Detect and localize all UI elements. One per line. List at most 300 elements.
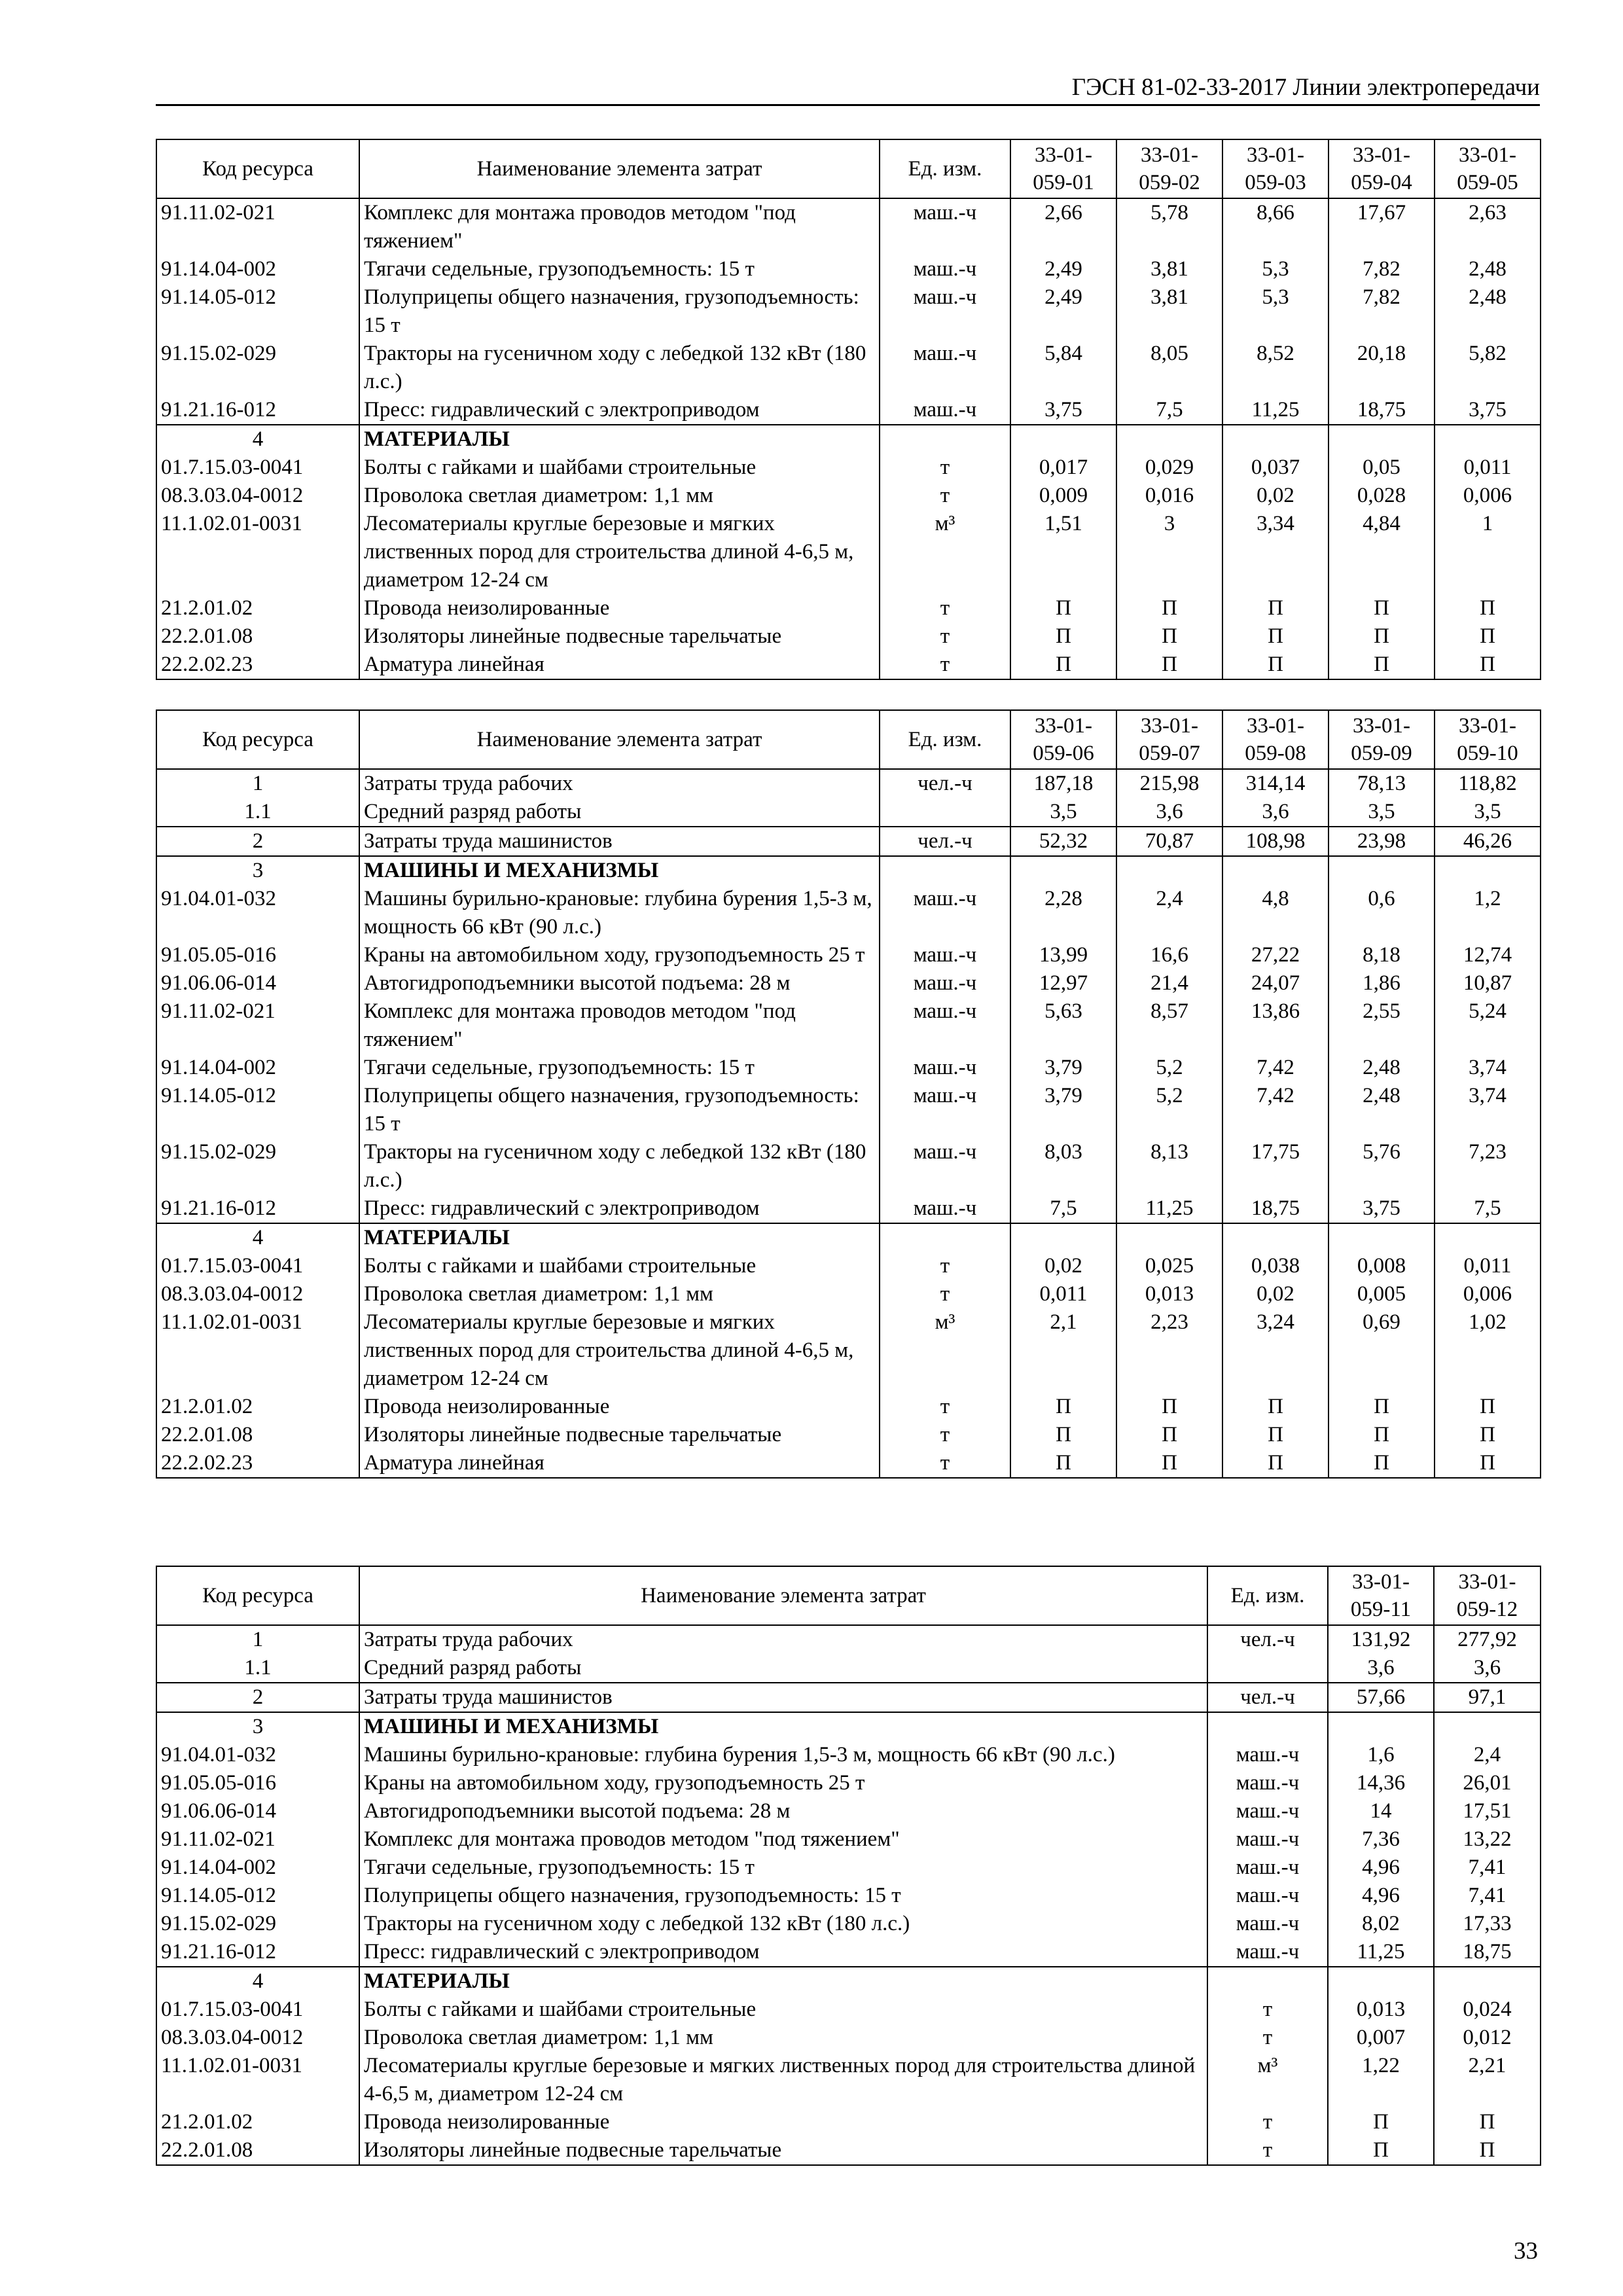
resource-value [1222, 856, 1329, 885]
resource-code: 08.3.03.04-0012 [156, 2024, 359, 2052]
col-header-norm: 33-01- 059-04 [1329, 139, 1435, 198]
resource-value: 8,66 [1222, 198, 1329, 255]
resource-code: 4 [156, 425, 359, 454]
resource-value [1222, 425, 1329, 454]
resource-code: 91.06.06-014 [156, 969, 359, 997]
resource-value: 52,32 [1010, 827, 1116, 856]
resource-unit: м³ [1207, 2052, 1328, 2108]
resource-name: Проволока светлая диаметром: 1,1 мм [359, 2024, 1207, 2052]
resource-value: 0,02 [1222, 1280, 1329, 1308]
table-row [156, 798, 1541, 827]
resource-value: 3,79 [1010, 1054, 1116, 1082]
resource-value: 0,007 [1328, 2024, 1434, 2052]
resource-value: П [1222, 1393, 1329, 1421]
resource-unit: маш.-ч [880, 1138, 1010, 1194]
resource-value [1435, 1223, 1541, 1252]
resource-name: Болты с гайками и шайбами строительные [359, 1996, 1207, 2024]
resource-code: 1.1 [156, 798, 359, 827]
resource-name: МАТЕРИАЛЫ [359, 1967, 1207, 1996]
resource-value: 3,79 [1010, 1082, 1116, 1138]
resource-value: 11,25 [1328, 1938, 1434, 1967]
table-row [156, 1138, 1541, 1194]
resource-value: П [1435, 1449, 1541, 1478]
resource-name: Тракторы на гусеничном ходу с лебедкой 132 кВт (180 л.с.) [359, 340, 880, 396]
resource-value: 24,07 [1222, 969, 1329, 997]
resource-value: 14,36 [1328, 1769, 1434, 1797]
table-row [156, 997, 1541, 1054]
resource-value: 0,05 [1329, 454, 1435, 482]
resource-unit: маш.-ч [880, 396, 1010, 425]
resource-value: 2,66 [1010, 198, 1116, 255]
resource-unit [1207, 1712, 1328, 1741]
resource-unit: чел.-ч [1207, 1625, 1328, 1654]
resource-code: 01.7.15.03-0041 [156, 1996, 359, 2024]
resource-code: 11.1.02.01-0031 [156, 510, 359, 594]
resource-value: 0,025 [1116, 1252, 1222, 1280]
resource-value: П [1329, 1393, 1435, 1421]
resource-value: 7,82 [1329, 255, 1435, 283]
resource-value: П [1329, 622, 1435, 651]
resource-unit: маш.-ч [880, 1082, 1010, 1138]
resource-name: Затраты труда рабочих [359, 769, 880, 798]
resource-value: 0,005 [1329, 1280, 1435, 1308]
resource-value: П [1328, 2108, 1434, 2136]
resource-value: 46,26 [1435, 827, 1541, 856]
resource-value: 0,012 [1434, 2024, 1541, 2052]
resource-name: Затраты труда машинистов [359, 1683, 1207, 1712]
resource-code: 01.7.15.03-0041 [156, 1252, 359, 1280]
resource-value: 14 [1328, 1797, 1434, 1825]
resource-value: 8,57 [1116, 997, 1222, 1054]
resource-value: 5,2 [1116, 1082, 1222, 1138]
resource-code: 3 [156, 856, 359, 885]
resource-code: 91.14.05-012 [156, 1082, 359, 1138]
resource-code: 11.1.02.01-0031 [156, 1308, 359, 1393]
table-row [156, 1854, 1541, 1882]
resource-name: Пресс: гидравлический с электроприводом [359, 1194, 880, 1223]
resource-code: 91.05.05-016 [156, 1769, 359, 1797]
col-header-norm: 33-01- 059-03 [1222, 139, 1329, 198]
resource-code: 21.2.01.02 [156, 1393, 359, 1421]
resource-value: 2,48 [1435, 283, 1541, 340]
resource-unit: т [880, 651, 1010, 679]
resource-value: 3,81 [1116, 283, 1222, 340]
resource-name: Тракторы на гусеничном ходу с лебедкой 132 кВт (180 л.с.) [359, 1138, 880, 1194]
col-header-name: Наименование элемента затрат [359, 710, 880, 769]
table-row [156, 2136, 1541, 2165]
resource-unit [880, 798, 1010, 827]
resource-value: П [1435, 622, 1541, 651]
resource-name: Машины бурильно-крановые: глубина бурения 1,5-3 м, мощность 66 кВт (90 л.с.) [359, 885, 880, 941]
resource-unit: т [880, 454, 1010, 482]
resource-value: 0,006 [1435, 482, 1541, 510]
resource-value: 7,5 [1010, 1194, 1116, 1223]
resource-unit: маш.-ч [1207, 1825, 1328, 1854]
resource-value [1329, 1223, 1435, 1252]
table-row [156, 1996, 1541, 2024]
resource-value: 3,74 [1435, 1054, 1541, 1082]
resource-value: 5,24 [1435, 997, 1541, 1054]
resource-unit: маш.-ч [880, 340, 1010, 396]
resource-value: 7,82 [1329, 283, 1435, 340]
resource-unit: т [1207, 2108, 1328, 2136]
resource-unit: маш.-ч [1207, 1938, 1328, 1967]
resource-value [1329, 856, 1435, 885]
resource-unit [1207, 1654, 1328, 1683]
resource-value: 0,6 [1329, 885, 1435, 941]
resource-value: 3,5 [1329, 798, 1435, 827]
resource-value: 5,3 [1222, 283, 1329, 340]
resource-name: МАТЕРИАЛЫ [359, 1223, 880, 1252]
resource-value: 1 [1435, 510, 1541, 594]
col-header-norm: 33-01- 059-06 [1010, 710, 1116, 769]
resource-name: Пресс: гидравлический с электроприводом [359, 396, 880, 425]
resource-name: Болты с гайками и шайбами строительные [359, 1252, 880, 1280]
resource-unit: чел.-ч [880, 827, 1010, 856]
resource-value: 8,52 [1222, 340, 1329, 396]
resource-name: Средний разряд работы [359, 798, 880, 827]
resource-value: П [1116, 594, 1222, 622]
resource-unit: т [880, 1252, 1010, 1280]
resource-unit: т [880, 482, 1010, 510]
resource-unit: маш.-ч [1207, 1854, 1328, 1882]
resource-value: П [1116, 651, 1222, 679]
resource-value: П [1222, 594, 1329, 622]
resource-value: 3,75 [1435, 396, 1541, 425]
resource-value: 0,013 [1328, 1996, 1434, 2024]
resource-unit: м³ [880, 1308, 1010, 1393]
resource-value: 0,009 [1010, 482, 1116, 510]
resource-unit: маш.-ч [1207, 1741, 1328, 1769]
resource-value: 2,4 [1434, 1741, 1541, 1769]
resource-value: 8,03 [1010, 1138, 1116, 1194]
table-row [156, 1194, 1541, 1223]
resource-value: 0,038 [1222, 1252, 1329, 1280]
resource-name: Тракторы на гусеничном ходу с лебедкой 132 кВт (180 л.с.) [359, 1910, 1207, 1938]
resource-value: 3,74 [1435, 1082, 1541, 1138]
resource-code: 91.11.02-021 [156, 997, 359, 1054]
resource-value: П [1010, 1449, 1116, 1478]
table-row [156, 1769, 1541, 1797]
resource-unit: маш.-ч [880, 997, 1010, 1054]
resource-value: П [1329, 594, 1435, 622]
col-header-norm: 33-01- 059-05 [1435, 139, 1541, 198]
resource-value: 3,5 [1435, 798, 1541, 827]
resource-value: П [1434, 2136, 1541, 2165]
resource-code: 91.21.16-012 [156, 1938, 359, 1967]
resource-value: 1,86 [1329, 969, 1435, 997]
table-row [156, 1797, 1541, 1825]
resource-code: 91.14.04-002 [156, 1854, 359, 1882]
resource-name: Автогидроподъемники высотой подъема: 28 м [359, 969, 880, 997]
resource-value: 8,02 [1328, 1910, 1434, 1938]
page-header [156, 73, 1540, 106]
resource-value: 2,21 [1434, 2052, 1541, 2108]
resource-value: 5,76 [1329, 1138, 1435, 1194]
resource-value: 7,42 [1222, 1082, 1329, 1138]
resource-value: 3,6 [1222, 798, 1329, 827]
resource-unit [1207, 1967, 1328, 1996]
col-header-norm: 33-01- 059-01 [1010, 139, 1116, 198]
table-row [156, 941, 1541, 969]
table-row [156, 454, 1541, 482]
resource-unit: маш.-ч [880, 941, 1010, 969]
resource-code: 1 [156, 769, 359, 798]
resource-value: 13,22 [1434, 1825, 1541, 1854]
resource-unit: маш.-ч [1207, 1797, 1328, 1825]
table-row [156, 1449, 1541, 1478]
resource-name: МАШИНЫ И МЕХАНИЗМЫ [359, 856, 880, 885]
col-header-code: Код ресурса [156, 139, 359, 198]
resource-code: 22.2.02.23 [156, 651, 359, 679]
resource-value: 7,41 [1434, 1854, 1541, 1882]
table-row [156, 1054, 1541, 1082]
resource-value [1222, 1223, 1329, 1252]
resource-value: 3,6 [1434, 1654, 1541, 1683]
table-row [156, 885, 1541, 941]
resource-value: 17,75 [1222, 1138, 1329, 1194]
resource-code: 91.14.04-002 [156, 1054, 359, 1082]
resource-value: 0,69 [1329, 1308, 1435, 1393]
resource-code: 91.04.01-032 [156, 885, 359, 941]
resource-value: 4,96 [1328, 1854, 1434, 1882]
resource-unit: т [1207, 2024, 1328, 2052]
resource-code: 91.15.02-029 [156, 340, 359, 396]
table-row [156, 2052, 1541, 2108]
resource-code: 22.2.01.08 [156, 2136, 359, 2165]
resource-value [1010, 425, 1116, 454]
resource-value: 7,5 [1116, 396, 1222, 425]
resource-value [1434, 1712, 1541, 1741]
col-header-name: Наименование элемента затрат [359, 139, 880, 198]
table-row [156, 1393, 1541, 1421]
resource-name: Полуприцепы общего назначения, грузоподъемность: 15 т [359, 283, 880, 340]
resource-name: Арматура линейная [359, 651, 880, 679]
col-header-code: Код ресурса [156, 710, 359, 769]
header-title: ГЭСН 81-02-33-2017 Линии электропередачи [1071, 74, 1540, 101]
resource-name: Затраты труда рабочих [359, 1625, 1207, 1654]
resource-unit: маш.-ч [880, 1194, 1010, 1223]
resource-value: 4,8 [1222, 885, 1329, 941]
resource-name: Лесоматериалы круглые березовые и мягких лиственных пород для строительства длиной 4-6,5 м, диаметром 12-24 см [359, 2052, 1207, 2108]
resource-code: 4 [156, 1967, 359, 1996]
resource-table-2 [156, 709, 1541, 1479]
resource-unit: т [1207, 2136, 1328, 2165]
resource-name: Провода неизолированные [359, 1393, 880, 1421]
resource-value: 10,87 [1435, 969, 1541, 997]
table-row [156, 1223, 1541, 1252]
resource-value: 23,98 [1329, 827, 1435, 856]
resource-code: 91.14.05-012 [156, 283, 359, 340]
resource-value: 2,28 [1010, 885, 1116, 941]
resource-code: 1 [156, 1625, 359, 1654]
resource-name: Краны на автомобильном ходу, грузоподъемность 25 т [359, 1769, 1207, 1797]
resource-code: 91.21.16-012 [156, 396, 359, 425]
resource-value: П [1435, 594, 1541, 622]
table-row [156, 1825, 1541, 1854]
resource-code: 01.7.15.03-0041 [156, 454, 359, 482]
resource-value: 3,5 [1010, 798, 1116, 827]
resource-code: 91.05.05-016 [156, 941, 359, 969]
resource-value: П [1435, 651, 1541, 679]
resource-code: 91.04.01-032 [156, 1741, 359, 1769]
resource-value: П [1222, 622, 1329, 651]
table-row [156, 198, 1541, 255]
resource-unit: т [880, 594, 1010, 622]
resource-value: 131,92 [1328, 1625, 1434, 1654]
resource-value: 2,49 [1010, 283, 1116, 340]
resource-name: Краны на автомобильном ходу, грузоподъемность 25 т [359, 941, 880, 969]
resource-value: 118,82 [1435, 769, 1541, 798]
resource-value: 0,008 [1329, 1252, 1435, 1280]
resource-value: 27,22 [1222, 941, 1329, 969]
resource-value: П [1329, 1421, 1435, 1449]
resource-code: 08.3.03.04-0012 [156, 1280, 359, 1308]
table-row [156, 1938, 1541, 1967]
resource-value: 314,14 [1222, 769, 1329, 798]
col-header-code: Код ресурса [156, 1566, 359, 1625]
table-row [156, 255, 1541, 283]
resource-value: 3,6 [1116, 798, 1222, 827]
resource-name: Провода неизолированные [359, 2108, 1207, 2136]
resource-name: Комплекс для монтажа проводов методом "под тяжением" [359, 198, 880, 255]
resource-name: Тягачи седельные, грузоподъемность: 15 т [359, 1054, 880, 1082]
resource-name: Полуприцепы общего назначения, грузоподъемность: 15 т [359, 1082, 880, 1138]
resource-value: 3,34 [1222, 510, 1329, 594]
resource-value [1329, 425, 1435, 454]
table-row [156, 1882, 1541, 1910]
resource-value: 2,49 [1010, 255, 1116, 283]
resource-value: П [1329, 651, 1435, 679]
resource-value: 8,18 [1329, 941, 1435, 969]
col-header-unit: Ед. изм. [880, 710, 1010, 769]
resource-value: П [1435, 1393, 1541, 1421]
table-row [156, 283, 1541, 340]
resource-value: 2,23 [1116, 1308, 1222, 1393]
table-row [156, 2108, 1541, 2136]
resource-unit: маш.-ч [1207, 1882, 1328, 1910]
resource-value: 57,66 [1328, 1683, 1434, 1712]
resource-value [1328, 1967, 1434, 1996]
col-header-norm: 33-01- 059-02 [1116, 139, 1222, 198]
resource-unit: маш.-ч [1207, 1769, 1328, 1797]
resource-code: 91.11.02-021 [156, 1825, 359, 1854]
resource-value [1434, 1967, 1541, 1996]
resource-unit [880, 856, 1010, 885]
resource-value: 3,75 [1329, 1194, 1435, 1223]
resource-value: 4,84 [1329, 510, 1435, 594]
resource-name: Пресс: гидравлический с электроприводом [359, 1938, 1207, 1967]
resource-value: 18,75 [1222, 1194, 1329, 1223]
resource-name: Тягачи седельные, грузоподъемность: 15 т [359, 255, 880, 283]
col-header-norm: 33-01- 059-07 [1116, 710, 1222, 769]
resource-name: Затраты труда машинистов [359, 827, 880, 856]
resource-value: 26,01 [1434, 1769, 1541, 1797]
resource-value: П [1435, 1421, 1541, 1449]
resource-code: 2 [156, 1683, 359, 1712]
resource-value: 7,36 [1328, 1825, 1434, 1854]
resource-value: 2,63 [1435, 198, 1541, 255]
resource-code: 4 [156, 1223, 359, 1252]
resource-value: 11,25 [1116, 1194, 1222, 1223]
resource-value: 0,029 [1116, 454, 1222, 482]
resource-value: П [1116, 622, 1222, 651]
table-row [156, 769, 1541, 798]
resource-value: 2,48 [1329, 1054, 1435, 1082]
resource-value: 5,63 [1010, 997, 1116, 1054]
resource-unit: маш.-ч [880, 255, 1010, 283]
resource-value: П [1222, 1421, 1329, 1449]
resource-unit: чел.-ч [1207, 1683, 1328, 1712]
resource-unit: маш.-ч [1207, 1910, 1328, 1938]
resource-value: 4,96 [1328, 1882, 1434, 1910]
table-header-row [156, 710, 1541, 769]
resource-value: 0,02 [1010, 1252, 1116, 1280]
resource-value: П [1328, 2136, 1434, 2165]
resource-value [1010, 856, 1116, 885]
resource-value: 11,25 [1222, 396, 1329, 425]
table-row [156, 594, 1541, 622]
resource-value: 17,51 [1434, 1797, 1541, 1825]
resource-value: 0,006 [1435, 1280, 1541, 1308]
resource-value: 3,75 [1010, 396, 1116, 425]
resource-value: 5,78 [1116, 198, 1222, 255]
resource-code: 91.11.02-021 [156, 198, 359, 255]
table-row [156, 1967, 1541, 1996]
resource-value: П [1222, 651, 1329, 679]
table-row [156, 1308, 1541, 1393]
resource-name: Изоляторы линейные подвесные тарельчатые [359, 1421, 880, 1449]
resource-value: 8,05 [1116, 340, 1222, 396]
resource-value: 1,6 [1328, 1741, 1434, 1769]
resource-value: 2,4 [1116, 885, 1222, 941]
resource-value: 3,24 [1222, 1308, 1329, 1393]
table-row [156, 1712, 1541, 1741]
table-header-row [156, 1566, 1541, 1625]
resource-value: 17,33 [1434, 1910, 1541, 1938]
resource-value: 0,011 [1010, 1280, 1116, 1308]
resource-value: П [1010, 1421, 1116, 1449]
resource-code: 3 [156, 1712, 359, 1741]
col-header-unit: Ед. изм. [880, 139, 1010, 198]
resource-value: 97,1 [1434, 1683, 1541, 1712]
page-number: 33 [1514, 2238, 1538, 2265]
resource-value: 0,028 [1329, 482, 1435, 510]
resource-name: Провода неизолированные [359, 594, 880, 622]
resource-value: 1,02 [1435, 1308, 1541, 1393]
resource-value: 13,86 [1222, 997, 1329, 1054]
table-row [156, 1280, 1541, 1308]
table-row [156, 425, 1541, 454]
resource-value: 7,42 [1222, 1054, 1329, 1082]
col-header-norm: 33-01- 059-12 [1434, 1566, 1541, 1625]
resource-name: Проволока светлая диаметром: 1,1 мм [359, 482, 880, 510]
resource-value: П [1116, 1393, 1222, 1421]
resource-code: 22.2.01.08 [156, 1421, 359, 1449]
resource-value [1116, 425, 1222, 454]
resource-name: Лесоматериалы круглые березовые и мягких лиственных пород для строительства длиной 4-6,5 м, диаметром 12-24 см [359, 510, 880, 594]
resource-value: 1,22 [1328, 2052, 1434, 2108]
resource-value: 12,97 [1010, 969, 1116, 997]
resource-value [1435, 856, 1541, 885]
resource-code: 21.2.01.02 [156, 594, 359, 622]
resource-value: 7,41 [1434, 1882, 1541, 1910]
resource-unit: т [880, 1449, 1010, 1478]
col-header-norm: 33-01- 059-10 [1435, 710, 1541, 769]
resource-name: Машины бурильно-крановые: глубина бурения 1,5-3 м, мощность 66 кВт (90 л.с.) [359, 1741, 1207, 1769]
resource-unit [880, 425, 1010, 454]
resource-value: 5,2 [1116, 1054, 1222, 1082]
